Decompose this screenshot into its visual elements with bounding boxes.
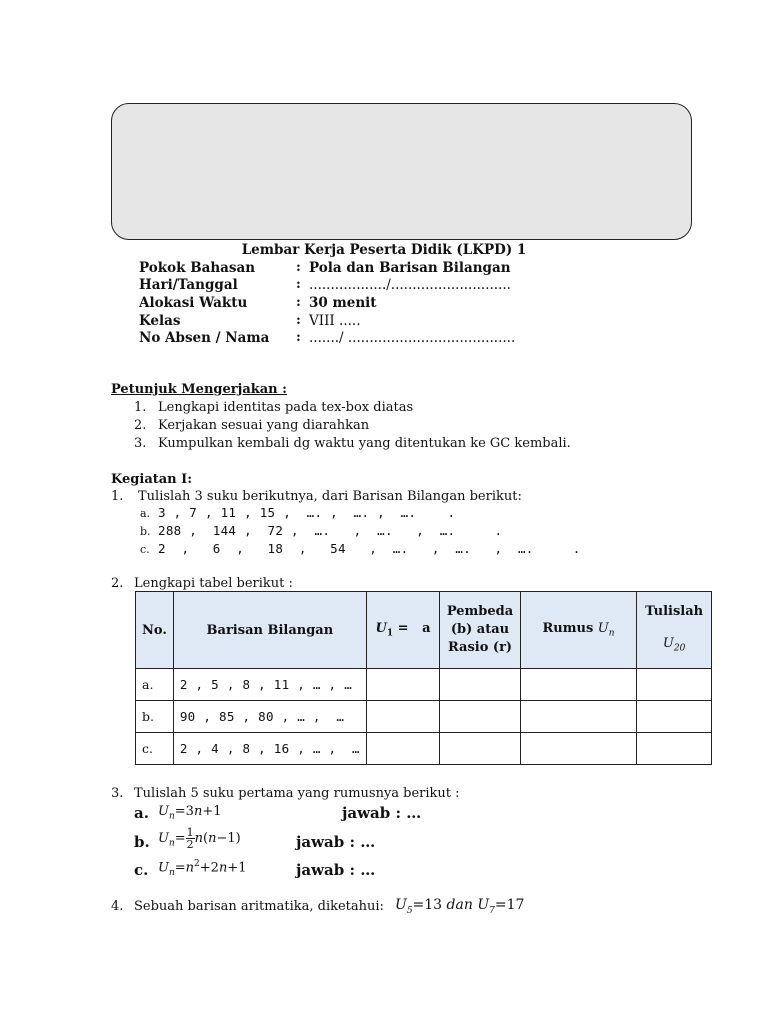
item-marker: b. [134, 833, 150, 851]
row-barisan: 90 , 85 , 80 , … , … [173, 701, 366, 733]
info-value-alokasi: 30 menit [309, 295, 377, 311]
sequence-b: 288 , 144 , 72 , …. , …. , …. . [158, 523, 503, 538]
answer-b: jawab : … [296, 833, 376, 851]
item-marker: a. [140, 507, 151, 520]
info-colon: : [296, 313, 301, 328]
answer-cell[interactable] [637, 701, 712, 733]
answer-cell[interactable] [366, 701, 439, 733]
header-pembeda: Pembeda (b) atau Rasio (r) [440, 592, 521, 669]
row-no: b. [136, 701, 174, 733]
answer-cell[interactable] [366, 733, 439, 765]
info-colon: : [296, 330, 301, 345]
info-value-hari: ................../............................ [309, 277, 511, 293]
answer-cell[interactable] [520, 669, 636, 701]
answer-cell[interactable] [637, 733, 712, 765]
petunjuk-num-2: 2. [134, 418, 147, 433]
formula-c: $U_n=n^2+2n+1$ [158, 859, 247, 878]
answer-cell[interactable] [440, 669, 521, 701]
item-marker: c. [134, 861, 149, 879]
info-colon: : [296, 277, 301, 292]
table-row [136, 669, 712, 701]
question-number: 1. [111, 489, 124, 504]
info-label-hari: Hari/Tanggal [139, 277, 238, 293]
row-barisan: 2 , 5 , 8 , 11 , … , … [173, 669, 366, 701]
info-label-pokok: Pokok Bahasan [139, 260, 256, 276]
petunjuk-heading: Petunjuk Mengerjakan : [111, 382, 287, 397]
formula-a: $U_n=3n+1$ [158, 804, 222, 822]
question-4-text: Sebuah barisan aritmatika, diketahui: [134, 899, 384, 914]
table-row [136, 701, 712, 733]
petunjuk-num-1: 1. [134, 400, 147, 415]
header-rumus: Rumus $U_n$ [520, 592, 636, 669]
petunjuk-item: Kerjakan sesuai yang diarahkan [158, 418, 370, 433]
header-barisan: Barisan Bilangan [173, 592, 366, 669]
question-number: 3. [111, 786, 124, 801]
row-no: a. [136, 669, 174, 701]
formula-q4: $U_5=13$ dan $U_7=17$ [395, 897, 525, 916]
answer-cell[interactable] [520, 733, 636, 765]
answer-cell[interactable] [440, 733, 521, 765]
info-label-alokasi: Alokasi Waktu [139, 295, 248, 311]
info-label-kelas: Kelas [139, 313, 181, 329]
header-u1: $U_1 = a$ [366, 592, 439, 669]
item-marker: c. [140, 543, 150, 556]
question-number: 4. [111, 899, 124, 914]
header-no: No. [136, 592, 174, 669]
info-value-nama: ......./ ....................................... [309, 330, 516, 346]
info-colon: : [296, 260, 301, 275]
identity-text-box[interactable] [111, 103, 692, 240]
row-barisan: 2 , 4 , 8 , 16 , … , … [173, 733, 366, 765]
question-3-text: Tulislah 5 suku pertama yang rumusnya berikut : [134, 786, 460, 801]
worksheet-title: Lembar Kerja Peserta Didik (LKPD) 1 [241, 242, 527, 258]
kegiatan-heading: Kegiatan I: [111, 472, 193, 487]
info-label-nama: No Absen / Nama [139, 330, 270, 346]
formula-b: $U_n=$ $\frac{1}{2}$ n(n−1) [158, 826, 241, 851]
item-marker: b. [140, 525, 151, 538]
item-marker: a. [134, 804, 149, 822]
answer-cell[interactable] [440, 701, 521, 733]
answer-cell[interactable] [366, 669, 439, 701]
answer-cell[interactable] [637, 669, 712, 701]
info-colon: : [296, 295, 301, 310]
header-tulislah: Tulislah $U_{20}$ [637, 592, 712, 669]
answer-c: jawab : … [296, 861, 376, 879]
sequence-a: 3 , 7 , 11 , 15 , …. , …. , …. . [158, 505, 456, 520]
question-number: 2. [111, 576, 124, 591]
sequence-c: 2 , 6 , 18 , 54 , …. , …. , …. . [158, 541, 581, 556]
table-row [136, 733, 712, 765]
question-2-text: Lengkapi tabel berikut : [134, 576, 293, 591]
petunjuk-num-3: 3. [134, 436, 147, 451]
question-1-text: Tulislah 3 suku berikutnya, dari Barisan Bilangan berikut: [138, 489, 522, 504]
info-value-pokok: Pola dan Barisan Bilangan [309, 260, 511, 276]
answer-a: jawab : … [342, 804, 422, 822]
info-value-kelas: VIII ..... [309, 313, 361, 329]
petunjuk-item: Lengkapi identitas pada tex-box diatas [158, 400, 414, 415]
row-no: c. [136, 733, 174, 765]
petunjuk-item: Kumpulkan kembali dg waktu yang ditentukan ke GC kembali. [158, 436, 571, 451]
answer-table [135, 591, 712, 765]
answer-cell[interactable] [520, 701, 636, 733]
